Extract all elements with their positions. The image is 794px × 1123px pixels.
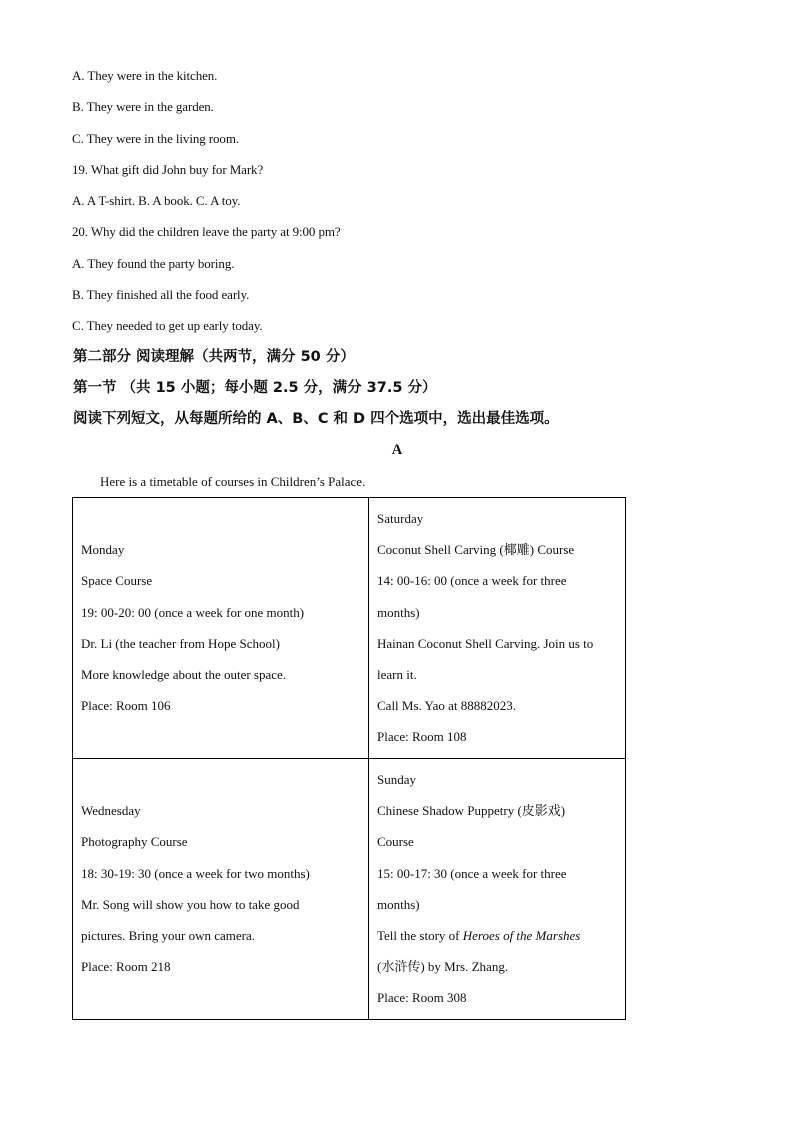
q20-option-a: A. They found the party boring. bbox=[72, 256, 235, 271]
monday-desc: More knowledge about the outer space. bbox=[81, 667, 287, 682]
q20-option-b: B. They finished all the food early. bbox=[72, 287, 250, 302]
section-title: 第一节 （共 15 小题；每小题 2.5 分，满分 37.5 分） bbox=[73, 380, 437, 396]
q18-option-b: B. They were in the garden. bbox=[72, 99, 214, 114]
q19-question: 19. What gift did John buy for Mark? bbox=[72, 162, 264, 177]
q18-option-a: A. They were in the kitchen. bbox=[72, 68, 218, 83]
wednesday-desc-cont: pictures. Bring your own camera. bbox=[81, 928, 256, 943]
sunday-story-title: Heroes of the Marshes bbox=[462, 928, 581, 943]
monday-time: 19: 00-20: 00 (once a week for one month) bbox=[81, 605, 305, 620]
saturday-place: Place: Room 108 bbox=[377, 729, 467, 744]
saturday-desc: Hainan Coconut Shell Carving. Join us to bbox=[377, 636, 594, 651]
passage-letter: A bbox=[391, 442, 403, 458]
sunday-time-cont: months) bbox=[377, 897, 420, 912]
q20-question: 20. Why did the children leave the party at 9:00 pm? bbox=[72, 224, 341, 239]
passage-intro: Here is a timetable of courses in Children’s Palace. bbox=[100, 474, 366, 489]
monday-course: Space Course bbox=[81, 573, 153, 588]
monday-teacher: Dr. Li (the teacher from Hope School) bbox=[81, 636, 280, 651]
wednesday-day: Wednesday bbox=[81, 803, 141, 818]
saturday-time: 14: 00-16: 00 (once a week for three bbox=[377, 573, 567, 588]
timetable-cell-sunday bbox=[369, 759, 626, 1020]
instruction: 阅读下列短文，从每题所给的 A、B、C 和 D 四个选项中，选出最佳选项。 bbox=[73, 411, 559, 427]
wednesday-course: Photography Course bbox=[81, 834, 188, 849]
q18-option-c: C. They were in the living room. bbox=[72, 131, 239, 146]
timetable-cell-wednesday bbox=[73, 759, 369, 1020]
wednesday-place: Place: Room 218 bbox=[81, 959, 171, 974]
sunday-story-cont: (水浒传) by Mrs. Zhang. bbox=[377, 959, 509, 974]
sunday-course: Chinese Shadow Puppetry (皮影戏) bbox=[377, 803, 566, 818]
sunday-course-cont: Course bbox=[377, 834, 414, 849]
saturday-contact: Call Ms. Yao at 88882023. bbox=[377, 698, 517, 713]
timetable-cell-monday bbox=[73, 498, 369, 759]
wednesday-time: 18: 30-19: 30 (once a week for two months) bbox=[81, 866, 310, 881]
saturday-time-cont: months) bbox=[377, 605, 420, 620]
wednesday-desc: Mr. Song will show you how to take good bbox=[81, 897, 300, 912]
monday-day: Monday bbox=[81, 542, 125, 557]
saturday-desc-cont: learn it. bbox=[377, 667, 417, 682]
q20-option-c: C. They needed to get up early today. bbox=[72, 318, 263, 333]
sunday-time: 15: 00-17: 30 (once a week for three bbox=[377, 866, 567, 881]
saturday-day: Saturday bbox=[377, 511, 424, 526]
sunday-place: Place: Room 308 bbox=[377, 990, 467, 1005]
sunday-story bbox=[377, 928, 619, 944]
saturday-course: Coconut Shell Carving (椰雕) Course bbox=[377, 542, 575, 557]
sunday-story-prefix: Tell the story of bbox=[377, 928, 463, 943]
part-title: 第二部分 阅读理解（共两节，满分 50 分） bbox=[73, 349, 355, 365]
sunday-day: Sunday bbox=[377, 772, 416, 787]
q19-options: A. A T-shirt. B. A book. C. A toy. bbox=[72, 193, 241, 208]
monday-place: Place: Room 106 bbox=[81, 698, 171, 713]
timetable-cell-saturday bbox=[369, 498, 626, 759]
course-timetable bbox=[72, 497, 626, 1020]
